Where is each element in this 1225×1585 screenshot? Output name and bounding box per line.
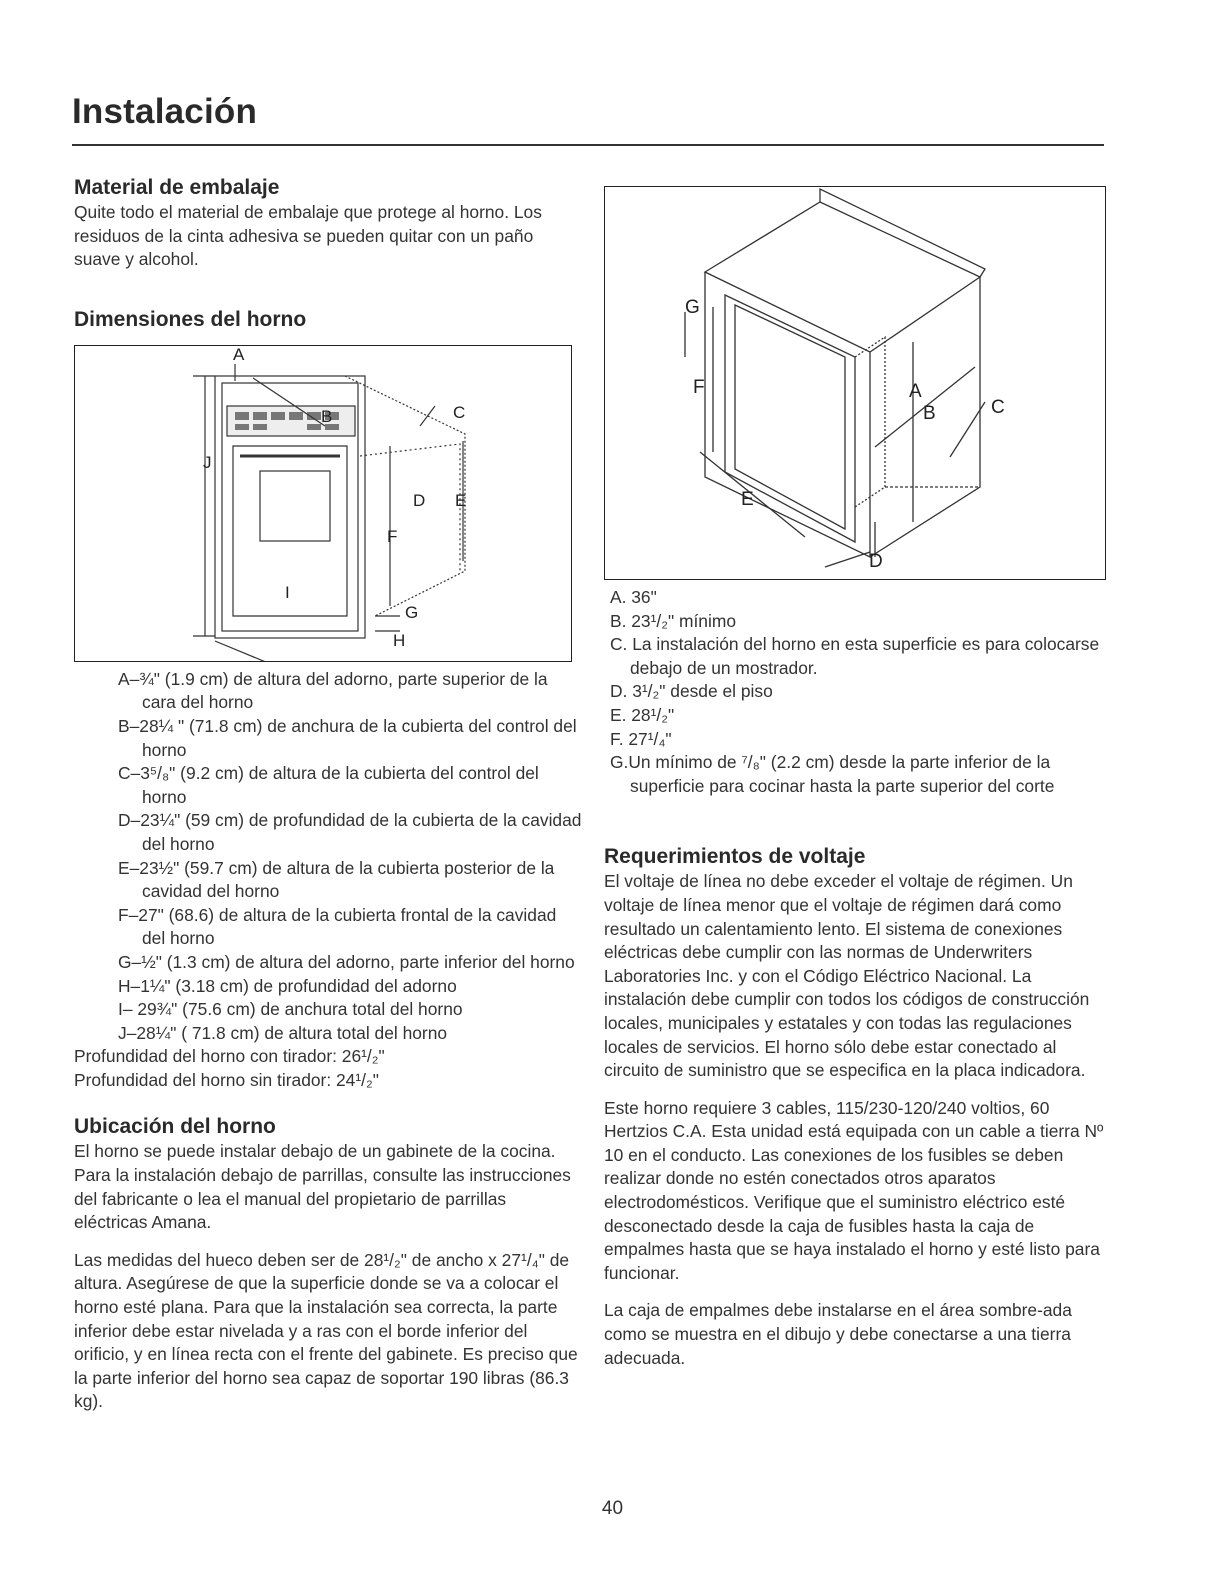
packing-section — [74, 175, 584, 272]
voltage-paragraph-1: El voltaje de línea no debe exceder el voltaje de régimen. Un voltaje de línea menor que el voltaje de régimen dará como resultado un calentamiento lento. El sistema de conexiones eléctricas debe cumplir con las normas de Underwriters Laboratories Inc. y con el Código Eléctrico Nacional. La instalación debe cumplir con todos los códigos de construcción locales, municipales y estatales y con todas las regulaciones locales de servicios. El horno sólo debe estar conectado al circuito de suministro que se especifica en la placa indicadora. — [604, 871, 1090, 1081]
voltage-paragraph-3: La caja de empalmes debe instalarse en el área sombre-ada como se muestra en el dibujo y debe conectarse a una tierra adecuada. — [604, 1300, 1072, 1368]
oven-label-c: C — [453, 402, 466, 422]
oven-dimensions-list — [74, 668, 584, 1046]
list-item: D. 3¹/₂" desde el piso — [610, 681, 773, 702]
cabinet-label-b: B — [923, 403, 936, 424]
oven-label-j: J — [203, 452, 212, 472]
cabinet-label-f: F — [693, 377, 705, 398]
list-item: A–¾" (1.9 cm) de altura del adorno, parte superior de la cara del horno — [118, 668, 548, 713]
list-item: J–28¼" ( 71.8 cm) de altura total del horno — [118, 1022, 448, 1043]
depth-with-handle: Profundidad del horno con tirador: 26¹/₂" — [74, 1046, 385, 1067]
oven-label-g: G — [405, 602, 419, 622]
list-item: C. La instalación del horno en esta superficie es para colocarse debajo de un mostrador. — [610, 634, 1100, 678]
location-paragraph-1: El horno se puede instalar debajo de un gabinete de la cocina. Para la instalación debajo de parrillas, consulte las instrucciones del fabricante o lea el manual del propietario de parrillas eléctricas Amana. — [74, 1141, 571, 1233]
list-item: B. 23¹/₂" mínimo — [610, 610, 736, 631]
list-item: E–23½" (59.7 cm) de altura de la cubierta posterior de la cavidad del horno — [118, 857, 555, 902]
list-item: B–28¼ " (71.8 cm) de anchura de la cubierta del control del horno — [118, 715, 577, 760]
cabinet-cutout-diagram — [604, 186, 1106, 580]
packing-heading: Material de embalaje — [74, 176, 280, 199]
oven-illustration — [75, 346, 571, 661]
packing-text: Quite todo el material de embalaje que protege al horno. Los residuos de la cinta adhesiva se pueden quitar con un paño suave y alcohol. — [74, 202, 542, 270]
oven-dimensions-diagram — [74, 345, 572, 662]
oven-label-f: F — [387, 526, 398, 546]
left-column — [74, 175, 584, 1414]
oven-label-e: E — [455, 490, 467, 510]
page-number: 40 — [601, 1498, 624, 1519]
voltage-heading: Requerimientos de voltaje — [604, 845, 866, 869]
location-heading: Ubicación del horno — [74, 1115, 276, 1139]
title-divider — [72, 144, 1104, 146]
cabinet-label-a: A — [909, 381, 922, 402]
location-paragraph-2: Las medidas del hueco deben ser de 28¹/₂" de ancho x 27¹/₄" de altura. Asegúrese de que la superficie donde se va a colocar el horno esté plana. Para que la instalación sea correcta, la parte inferior debe estar nivelada y a ras con el borde inferior del orificio, y en línea recta con el frente del gabinete. Es preciso que la parte inferior del horno sea capaz de soportar 190 libras (86.3 kg). — [74, 1249, 578, 1412]
location-section — [74, 1114, 584, 1414]
cabinet-label-c: C — [991, 397, 1005, 418]
list-item: D–23¼" (59 cm) de profundidad de la cubierta de la cavidad del horno — [118, 810, 582, 854]
list-item: I– 29¾" (75.6 cm) de anchura total del horno — [118, 999, 463, 1020]
oven-label-a: A — [233, 345, 245, 364]
list-item: F–27" (68.6) de altura de la cubierta frontal de la cavidad del horno — [118, 904, 557, 949]
dimensions-section — [74, 307, 584, 1093]
depth-without-handle: Profundidad del horno sin tirador: 24¹/₂" — [74, 1069, 379, 1090]
page-title: Instalación — [72, 92, 258, 131]
right-column — [604, 186, 1104, 1370]
cabinet-label-e: E — [741, 489, 754, 510]
list-item: G.Un mínimo de ⁷/₈" (2.2 cm) desde la parte inferior de la superficie para cocinar hasta la parte superior del corte — [610, 752, 1055, 796]
voltage-section — [604, 844, 1104, 1370]
oven-label-h: H — [393, 630, 406, 650]
cabinet-label-d: D — [869, 551, 883, 572]
list-item: F. 27¹/₄" — [610, 728, 672, 749]
oven-label-b: B — [321, 406, 333, 426]
list-item: E. 28¹/₂" — [610, 704, 675, 725]
list-item: A. 36" — [610, 587, 657, 607]
cabinet-label-g: G — [685, 297, 700, 318]
list-item: C–3⁵/₈" (9.2 cm) de altura de la cubierta del control del horno — [118, 763, 539, 807]
oven-label-d: D — [413, 490, 426, 510]
list-item: H–1¼" (3.18 cm) de profundidad del adorno — [118, 975, 457, 996]
voltage-paragraph-2: Este horno requiere 3 cables, 115/230-120/240 voltios, 60 Hertzios C.A. Esta unidad está equipada con un cable a tierra Nº 10 en el conducto. Las conexiones de los fusibles se deben realizar donde no estén conectados otros aparatos electrodomésticos. Verifique que el suministro eléctrico esté desconectado desde la caja de fusibles hasta la caja de empalmes hasta que se haya instalado el horno y esté listo para funcionar. — [604, 1097, 1104, 1283]
dimensions-heading: Dimensiones del horno — [74, 307, 307, 331]
cabinet-illustration — [605, 187, 1105, 579]
list-item: G–½" (1.3 cm) de altura del adorno, parte inferior del horno — [118, 951, 575, 972]
oven-label-i: I — [285, 582, 290, 602]
cabinet-dimensions-list — [604, 586, 1104, 798]
